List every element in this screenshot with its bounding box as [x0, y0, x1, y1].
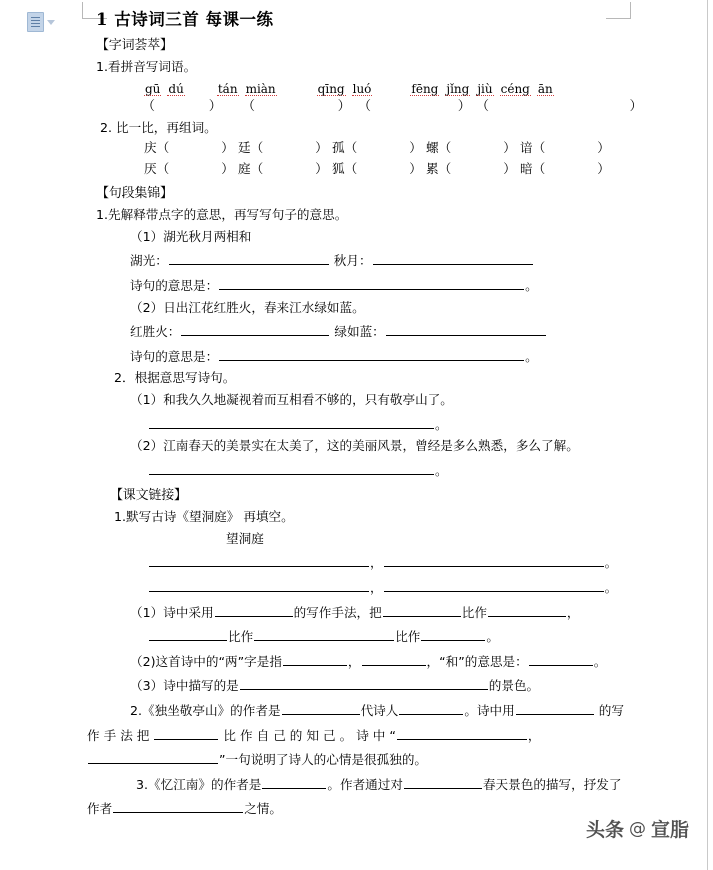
kewen-question-3	[96, 776, 696, 792]
question-2-2-answer-1: 。	[96, 416, 696, 432]
cizu-cell[interactable]	[238, 160, 332, 176]
paren-close: ）	[315, 139, 328, 155]
juduan-item-2-meaning: 诗句的意思是： 。	[130, 348, 538, 364]
kewen-question-2-line2	[87, 727, 696, 743]
kewen-q2-t3: 。诗中用	[464, 703, 515, 719]
answer-blank[interactable]	[362, 653, 426, 666]
section-heading-kewen: 【课文链接】	[110, 488, 187, 504]
cizu-char: 厌	[144, 160, 157, 176]
answer-blank[interactable]	[282, 702, 360, 715]
chevron-down-icon[interactable]	[47, 20, 55, 25]
cizu-row-2	[96, 160, 696, 176]
kewen-q3-t1: 3.《忆江南》的作者是	[136, 776, 262, 792]
kewen-q2-l2-t2: 比 作 自 己 的 知 己 。 诗 中 “	[223, 727, 396, 743]
paren-close: ）	[597, 160, 610, 176]
item1-word-b-label: 秋月：	[333, 253, 372, 269]
at-symbol-icon: @	[628, 818, 646, 839]
kewen-q2-t4: 的写	[598, 703, 624, 719]
question-3-1: 1.默写古诗《望洞庭》 再填空。	[114, 509, 294, 525]
pinyin-group	[217, 83, 277, 96]
kewen-q2-l3-t1: ”一句说明了诗人的心情是很孤独的。	[219, 752, 428, 768]
question-1-2: 2. 比一比，再组词。	[100, 120, 217, 136]
kewen-b3-t2: 的景色。	[488, 678, 540, 694]
pinyin-syllable: jǐng	[446, 82, 470, 97]
kewen-blank-1b	[96, 628, 696, 644]
pinyin-syllable: ān	[537, 82, 553, 97]
kewen-q2-l2-t3: ，	[527, 727, 541, 743]
answer-blank[interactable]	[283, 653, 347, 666]
kewen-b1-t4: ，	[566, 604, 580, 620]
kewen-b3-t1: （3）诗中描写的是	[130, 678, 239, 694]
paste-options-icon[interactable]	[27, 12, 44, 32]
answer-paren-box[interactable]: （ ）	[142, 99, 222, 115]
paren-open: （	[156, 139, 170, 155]
kewen-b1b-t1: 比作	[228, 629, 254, 645]
pinyin-syllable: gū	[145, 82, 161, 97]
kewen-blank-2	[96, 653, 696, 669]
answer-blank[interactable]	[149, 579, 369, 592]
kewen-q2-t2: 代诗人	[360, 703, 399, 719]
juduan-item-1-words	[96, 252, 696, 268]
cizu-cell[interactable]	[332, 160, 426, 176]
pinyin-syllable: miàn	[245, 82, 276, 97]
answer-parens-row	[96, 100, 696, 113]
answer-blank[interactable]	[149, 628, 227, 641]
cizu-cell[interactable]	[426, 139, 520, 155]
question-2-2-item-1: （1）和我久久地凝视着而互相看不够的，只有敬亭山了。	[130, 391, 453, 407]
answer-blank[interactable]	[88, 751, 218, 764]
answer-paren-box[interactable]: （ ）	[358, 99, 471, 115]
watermark-brand: 头条	[585, 819, 624, 841]
answer-blank[interactable]	[488, 604, 566, 617]
answer-blank[interactable]	[399, 702, 463, 715]
cizu-char: 螺	[426, 139, 439, 155]
pinyin-row	[96, 83, 696, 96]
answer-blank[interactable]	[397, 727, 527, 740]
kewen-b1-t2: 的写作手法，把	[293, 604, 382, 620]
paren-open: （	[250, 139, 264, 155]
answer-blank[interactable]	[386, 323, 546, 336]
poem-title: 望洞庭	[226, 530, 264, 546]
paren-open: （	[532, 139, 546, 155]
paren-close: ）	[221, 139, 234, 155]
cizu-cell[interactable]	[520, 160, 614, 176]
cizu-char: 孤	[332, 139, 345, 155]
answer-blank[interactable]	[215, 604, 293, 617]
paste-options-widget[interactable]	[27, 12, 55, 32]
question-2-2-answer-2: 。	[96, 462, 696, 478]
answer-blank[interactable]	[254, 628, 394, 641]
pinyin-syllable: jiù	[477, 82, 493, 97]
answer-blank[interactable]	[384, 554, 604, 567]
juduan-item-1-label: （1）湖光秋月两相和	[130, 228, 252, 244]
paren-close: ）	[409, 139, 422, 155]
poem-line-2: ， 。	[96, 579, 696, 595]
juduan-item-2-words	[96, 323, 696, 339]
answer-blank[interactable]	[529, 653, 593, 666]
answer-paren-box[interactable]: （ ）	[242, 99, 351, 115]
item2-word-a-label: 红胜火：	[130, 324, 181, 340]
answer-blank[interactable]	[373, 252, 533, 265]
kewen-question-2-line3	[87, 751, 696, 767]
answer-blank[interactable]	[181, 323, 329, 336]
section-heading-juduan: 【句段集锦】	[96, 186, 173, 202]
kewen-b1-t3: 比作	[461, 604, 487, 620]
item2-meaning-label: 诗句的意思是：	[130, 348, 219, 364]
cizu-row-1	[96, 139, 696, 155]
kewen-q2-l2-t1: 作 手 法 把	[87, 727, 150, 743]
paren-open: （	[250, 160, 264, 176]
pinyin-syllable: luó	[352, 82, 372, 97]
answer-blank[interactable]	[149, 416, 434, 429]
answer-blank[interactable]	[262, 776, 326, 789]
poem-line-1: ， 。	[96, 554, 696, 570]
pinyin-syllable: dú	[168, 82, 184, 97]
paren-close: ）	[503, 160, 516, 176]
answer-blank[interactable]	[404, 776, 482, 789]
kewen-b1b-t2: 比作	[395, 629, 421, 645]
paren-open: （	[532, 160, 546, 176]
answer-blank[interactable]	[219, 348, 524, 361]
answer-paren-box[interactable]: （ ）	[476, 99, 643, 115]
pinyin-syllable: céng	[500, 82, 530, 97]
pinyin-syllable: tán	[217, 82, 238, 97]
pinyin-syllable: fēng	[411, 82, 439, 97]
paren-open: （	[156, 160, 170, 176]
paren-close: ）	[409, 160, 422, 176]
watermark	[586, 815, 689, 842]
cizu-cell[interactable]	[426, 160, 520, 176]
kewen-b1b-t3: 。	[486, 629, 499, 645]
kewen-question-2	[96, 702, 696, 718]
kewen-b2-t1: （2)这首诗中的“两”字是指	[130, 653, 282, 669]
section-heading-zici: 【字词荟萃】	[96, 37, 173, 53]
kewen-b2-t4: 。	[593, 653, 607, 669]
item2-word-b-label: 绿如蓝：	[334, 324, 385, 340]
kewen-question-3-line2	[87, 800, 696, 816]
answer-blank[interactable]	[113, 800, 243, 813]
answer-blank[interactable]	[149, 554, 369, 567]
question-2-1: 1.先解释带点字的意思，再写写句子的意思。	[96, 207, 348, 223]
paren-open: （	[438, 139, 452, 155]
kewen-b2-t3: ，“和”的意思是：	[426, 653, 528, 669]
cizu-char: 庆	[144, 139, 157, 155]
paren-open: （	[344, 139, 358, 155]
kewen-q3-l2-t2: 之情。	[244, 801, 282, 817]
answer-blank[interactable]	[240, 677, 488, 690]
page-right-edge	[707, 0, 708, 870]
answer-blank[interactable]	[421, 628, 485, 641]
paren-close: ）	[503, 139, 516, 155]
item1-word-a-label: 湖光：	[130, 253, 168, 269]
answer-blank[interactable]	[516, 702, 594, 715]
kewen-q3-l2-t1: 作者	[87, 801, 113, 817]
answer-blank[interactable]	[169, 252, 329, 265]
cizu-char: 狐	[332, 160, 345, 176]
item1-meaning-label: 诗句的意思是：	[130, 277, 219, 293]
cizu-char: 廷	[238, 139, 251, 155]
kewen-q3-t3: 春天景色的描写，抒发了	[482, 776, 622, 792]
question-1-1: 1.看拼音写词语。	[96, 58, 197, 74]
cizu-char: 暗	[520, 160, 533, 176]
kewen-b2-t2: ，	[347, 653, 361, 669]
answer-blank[interactable]	[219, 277, 524, 290]
cizu-cell[interactable]	[144, 160, 238, 176]
paren-close: ）	[221, 160, 234, 176]
answer-blank[interactable]	[154, 727, 218, 740]
cizu-cell[interactable]	[332, 139, 426, 155]
pinyin-group	[410, 83, 553, 96]
cizu-char: 累	[426, 160, 439, 176]
cizu-char: 庭	[238, 160, 251, 176]
cizu-cell[interactable]	[520, 139, 614, 155]
pinyin-syllable: qīng	[317, 82, 345, 97]
document-body	[87, 10, 696, 817]
juduan-item-1-meaning: 诗句的意思是： 。	[130, 277, 538, 293]
pinyin-group	[144, 83, 185, 96]
answer-blank[interactable]	[149, 462, 434, 475]
answer-blank[interactable]	[383, 604, 461, 617]
paren-close: ）	[315, 160, 328, 176]
question-2-2: 2．根据意思写诗句。	[114, 370, 236, 386]
watermark-user: 宣脂	[650, 819, 689, 841]
kewen-q2-t1: 2.《独坐敬亭山》的作者是	[130, 703, 281, 719]
kewen-blank-1	[96, 604, 696, 620]
question-2-2-item-2: （2）江南春天的美景实在太美了，这的美丽风景，曾经是多么熟悉，多么了解。	[130, 438, 579, 454]
page-title: 1 古诗词三首 每课一练	[96, 10, 274, 29]
pinyin-group	[317, 83, 373, 96]
juduan-item-2-label: （2）日出江花红胜火，春来江水绿如蓝。	[130, 299, 365, 315]
kewen-q3-t2: 。作者通过对	[327, 776, 403, 792]
cizu-cell[interactable]	[238, 139, 332, 155]
answer-blank[interactable]	[384, 579, 604, 592]
kewen-b1-t1: （1）诗中采用	[130, 604, 214, 620]
cizu-cell[interactable]	[144, 139, 238, 155]
paren-open: （	[438, 160, 452, 176]
paren-close: ）	[597, 139, 610, 155]
cizu-char: 谙	[520, 139, 533, 155]
kewen-blank-3	[96, 677, 696, 693]
paren-open: （	[344, 160, 358, 176]
